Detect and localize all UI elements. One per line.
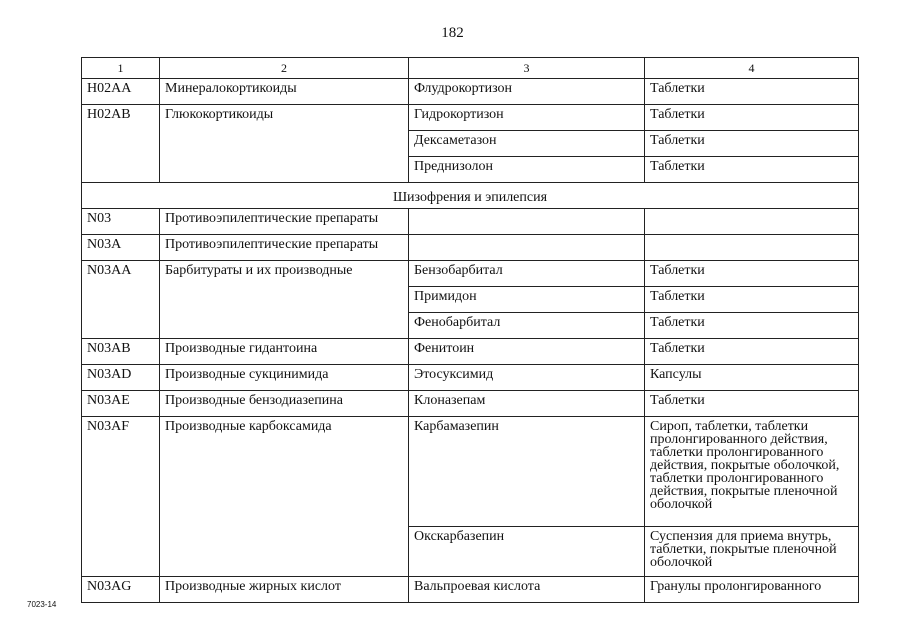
- header-cell: 3: [409, 58, 645, 79]
- atc-code-cell: N03AE: [82, 391, 160, 417]
- group-cell: Глюкокортикоиды: [160, 105, 409, 183]
- form-cell: Таблетки: [645, 79, 859, 105]
- form-cell: Таблетки: [645, 105, 859, 131]
- form-cell: Таблетки: [645, 261, 859, 287]
- atc-code-cell: N03AF: [82, 417, 160, 577]
- drug-cell: Примидон: [409, 287, 645, 313]
- table-row: [82, 365, 859, 391]
- group-cell: Производные гидантоина: [160, 339, 409, 365]
- drug-cell: [409, 235, 645, 261]
- drug-cell: Дексаметазон: [409, 131, 645, 157]
- table-row: [82, 235, 859, 261]
- table-row: [82, 105, 859, 131]
- document-code: 7023-14: [27, 600, 57, 609]
- form-cell: [645, 209, 859, 235]
- page-number: 182: [441, 25, 464, 41]
- drug-cell: Карбамазепин: [409, 417, 645, 527]
- section-heading: Шизофрения и эпилепсия: [82, 183, 859, 209]
- drug-cell: Фенобарбитал: [409, 313, 645, 339]
- atc-code-cell: H02AA: [82, 79, 160, 105]
- form-cell: Гранулы пролонгированного: [645, 577, 859, 603]
- drug-cell: Клоназепам: [409, 391, 645, 417]
- drug-cell: Этосуксимид: [409, 365, 645, 391]
- drug-cell: Флудрокортизон: [409, 79, 645, 105]
- header-cell: 1: [82, 58, 160, 79]
- group-cell: Производные сукцинимида: [160, 365, 409, 391]
- atc-code-cell: N03AD: [82, 365, 160, 391]
- atc-code-cell: N03AB: [82, 339, 160, 365]
- form-cell: [645, 235, 859, 261]
- form-cell: Таблетки: [645, 339, 859, 365]
- form-cell: Сироп, таблетки, таблетки пролонгированного действия, таблетки пролонгированного действия, покрытые оболочкой, таблетки пролонгированного действия, покрытые пленочной оболочкой: [645, 417, 859, 527]
- drug-cell: [409, 209, 645, 235]
- drug-cell: Вальпроевая кислота: [409, 577, 645, 603]
- form-cell: Суспензия для приема внутрь, таблетки, покрытые пленочной оболочкой: [645, 527, 859, 577]
- atc-code-cell: H02AB: [82, 105, 160, 183]
- atc-code-cell: N03A: [82, 235, 160, 261]
- group-cell: Производные карбоксамида: [160, 417, 409, 577]
- form-cell: Таблетки: [645, 157, 859, 183]
- group-cell: Минералокортикоиды: [160, 79, 409, 105]
- drug-cell: Бензобарбитал: [409, 261, 645, 287]
- atc-code-cell: N03AG: [82, 577, 160, 603]
- table-row: [82, 261, 859, 287]
- atc-code-cell: N03AA: [82, 261, 160, 339]
- header-cell: 2: [160, 58, 409, 79]
- section-row: [82, 183, 859, 209]
- header-cell: 4: [645, 58, 859, 79]
- table-row: [82, 79, 859, 105]
- group-cell: Производные жирных кислот: [160, 577, 409, 603]
- drug-cell: Преднизолон: [409, 157, 645, 183]
- table-row: [82, 209, 859, 235]
- form-cell: Таблетки: [645, 313, 859, 339]
- drug-cell: Гидрокортизон: [409, 105, 645, 131]
- group-cell: Производные бензодиазепина: [160, 391, 409, 417]
- drug-cell: Окскарбазепин: [409, 527, 645, 577]
- form-cell: Таблетки: [645, 131, 859, 157]
- drug-cell: Фенитоин: [409, 339, 645, 365]
- group-cell: Барбитураты и их производные: [160, 261, 409, 339]
- form-cell: Капсулы: [645, 365, 859, 391]
- table-row: [82, 339, 859, 365]
- table-header-row: [82, 58, 859, 79]
- table-row: [82, 577, 859, 603]
- table-row: [82, 391, 859, 417]
- form-cell: Таблетки: [645, 391, 859, 417]
- table-row: [82, 417, 859, 527]
- group-cell: Противоэпилептические препараты: [160, 235, 409, 261]
- form-cell: Таблетки: [645, 287, 859, 313]
- group-cell: Противоэпилептические препараты: [160, 209, 409, 235]
- drug-table: [81, 57, 859, 603]
- atc-code-cell: N03: [82, 209, 160, 235]
